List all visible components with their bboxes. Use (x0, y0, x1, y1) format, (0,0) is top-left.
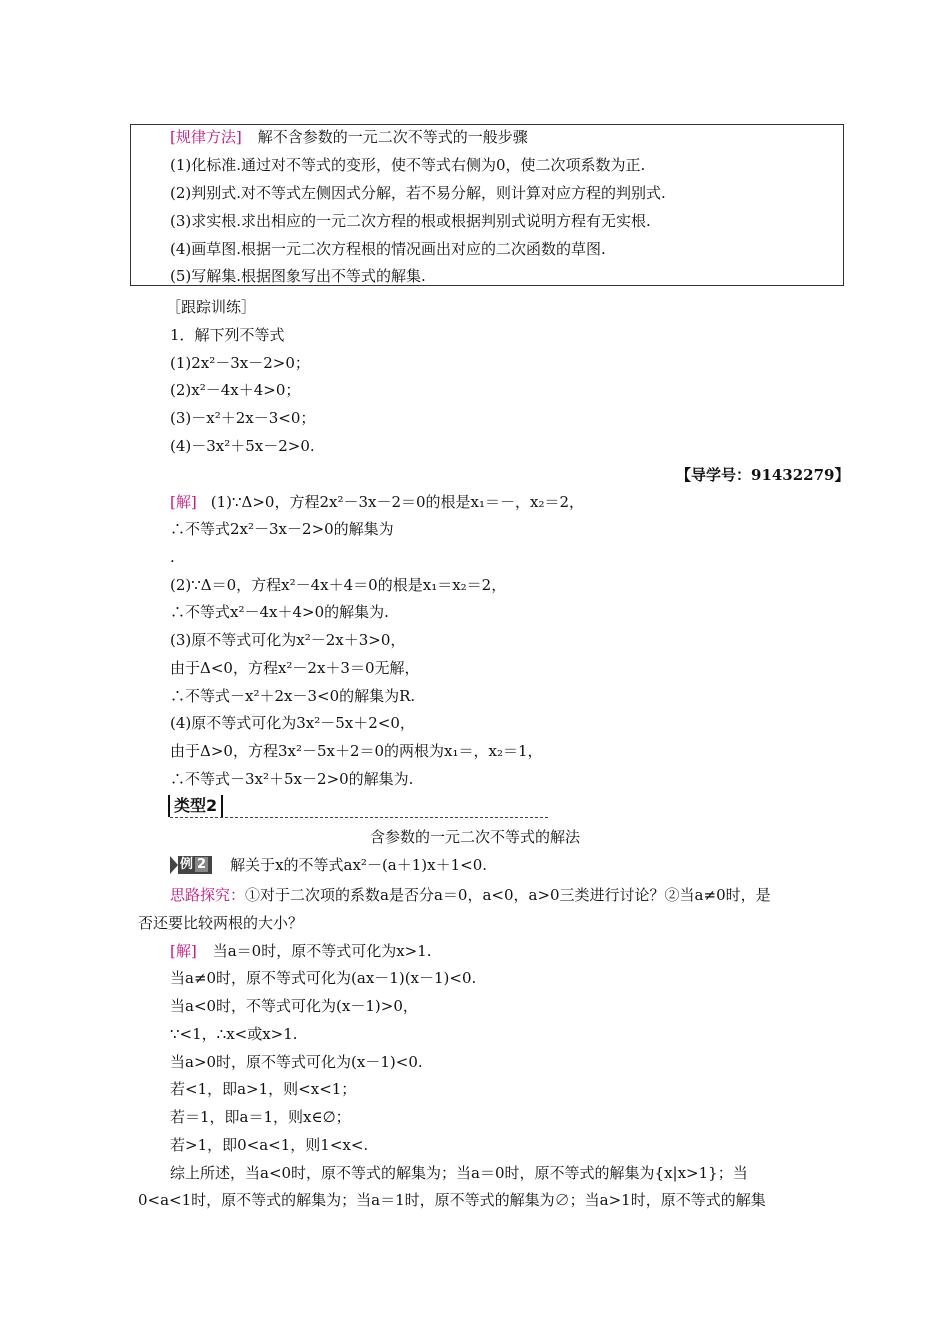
method-tag: [规律方法] (170, 128, 242, 146)
solution-line: (3)原不等式可化为x²－2x＋3>0， (170, 631, 406, 649)
method-box-heading (170, 127, 528, 147)
practice-question: 1．解下列不等式 (170, 326, 285, 344)
solution-line: ∴不等式－x²＋2x－3<0的解集为R. (170, 687, 416, 705)
solution-line: . (170, 548, 175, 566)
solution-line: ∴不等式x²－4x＋4>0的解集为. (170, 603, 389, 621)
practice-heading: ［跟踪训练］ (166, 298, 257, 316)
section-divider (170, 817, 548, 818)
method-step: (4)画草图.根据一元二次方程根的情况画出对应的二次函数的草图. (170, 240, 606, 258)
method-box (130, 124, 844, 286)
example-solution-line: 若<1，即a>1，则<x<1； (170, 1080, 357, 1098)
solution-tag: [解] (170, 493, 197, 511)
solution-line: ∴不等式2x²－3x－2>0的解集为 (170, 520, 394, 538)
solution-text: (1)∵Δ>0，方程2x²－3x－2＝0的根是x₁＝－，x₂＝2， (210, 493, 585, 511)
example-solution-line: 当a≠0时，原不等式可化为(ax－1)(x－1)<0. (170, 969, 477, 987)
example-solution-first (170, 941, 432, 961)
method-step: (1)化标准.通过对不等式的变形，使不等式右侧为0，使二次项系数为正. (170, 156, 646, 174)
example-solution-line: 若＝1，即a＝1，则x∈∅； (170, 1108, 351, 1126)
type-2-title: 含参数的一元二次不等式的解法 (369, 828, 580, 846)
example-solution-line: 当a>0时，原不等式可化为(x－1)<0. (170, 1053, 423, 1071)
solution-first-line (170, 492, 584, 512)
thinking-tag: 思路探究： (170, 886, 246, 904)
triangle-icon (170, 856, 178, 874)
solution-line: ∴不等式－3x²＋5x－2>0的解集为. (170, 770, 414, 788)
example-solution-tag: [解] (170, 942, 197, 960)
practice-item: (2)x²－4x＋4>0； (170, 381, 301, 399)
guide-number: 【导学号：91432279】 (676, 466, 850, 484)
example-line (170, 855, 487, 875)
solution-line: (2)∵Δ＝0，方程x²－4x＋4＝0的根是x₁＝x₂＝2， (170, 576, 507, 594)
example-text: 解关于x的不等式ax²－(a＋1)x＋1<0. (230, 856, 488, 874)
thinking-line-1 (170, 885, 771, 905)
method-title: 解不含参数的一元二次不等式的一般步骤 (257, 128, 528, 146)
solution-line: (4)原不等式可化为3x²－5x＋2<0， (170, 714, 415, 732)
example-solution-line: 当a<0时，不等式可化为(x－1)>0， (170, 997, 418, 1015)
thinking-text: ①对于二次项的系数a是否分a＝0，a<0，a>0三类进行讨论？②当a≠0时，是 (245, 886, 771, 904)
solution-line: 由于Δ<0，方程x²－2x＋3＝0无解， (170, 659, 420, 677)
example-solution-line: 若>1，即0<a<1，则1<x<. (170, 1136, 369, 1154)
practice-item: (1)2x²－3x－2>0； (170, 354, 310, 372)
example-number: 2 (197, 857, 207, 872)
method-step: (3)求实根.求出相应的一元二次方程的根或根据判别式说明方程有无实根. (170, 212, 651, 230)
example-badge (170, 856, 212, 874)
thinking-line-2: 否还要比较两根的大小？ (138, 914, 304, 932)
method-step: (5)写解集.根据图象写出不等式的解集. (170, 267, 426, 285)
example-badge-label: 例 (180, 857, 194, 872)
summary-line-1: 综上所述，当a<0时，原不等式的解集为；当a＝0时，原不等式的解集为{x|x>1}；当 (170, 1164, 748, 1182)
example-solution-line: ∵<1，∴x<或x>1. (170, 1025, 298, 1043)
practice-item: (3)－x²＋2x－3<0； (170, 409, 316, 427)
type-2-label: 类型2 (168, 795, 223, 817)
summary-line-2: 0<a<1时，原不等式的解集为；当a＝1时，原不等式的解集为∅；当a>1时，原不等式的解集 (138, 1191, 766, 1209)
practice-item: (4)－3x²＋5x－2>0. (170, 437, 315, 455)
method-step: (2)判别式.对不等式左侧因式分解，若不易分解，则计算对应方程的判别式. (170, 184, 666, 202)
solution-line: 由于Δ>0，方程3x²－5x＋2＝0的两根为x₁＝，x₂＝1， (170, 742, 543, 760)
example-solution-text: 当a＝0时，原不等式可化为x>1. (212, 942, 432, 960)
